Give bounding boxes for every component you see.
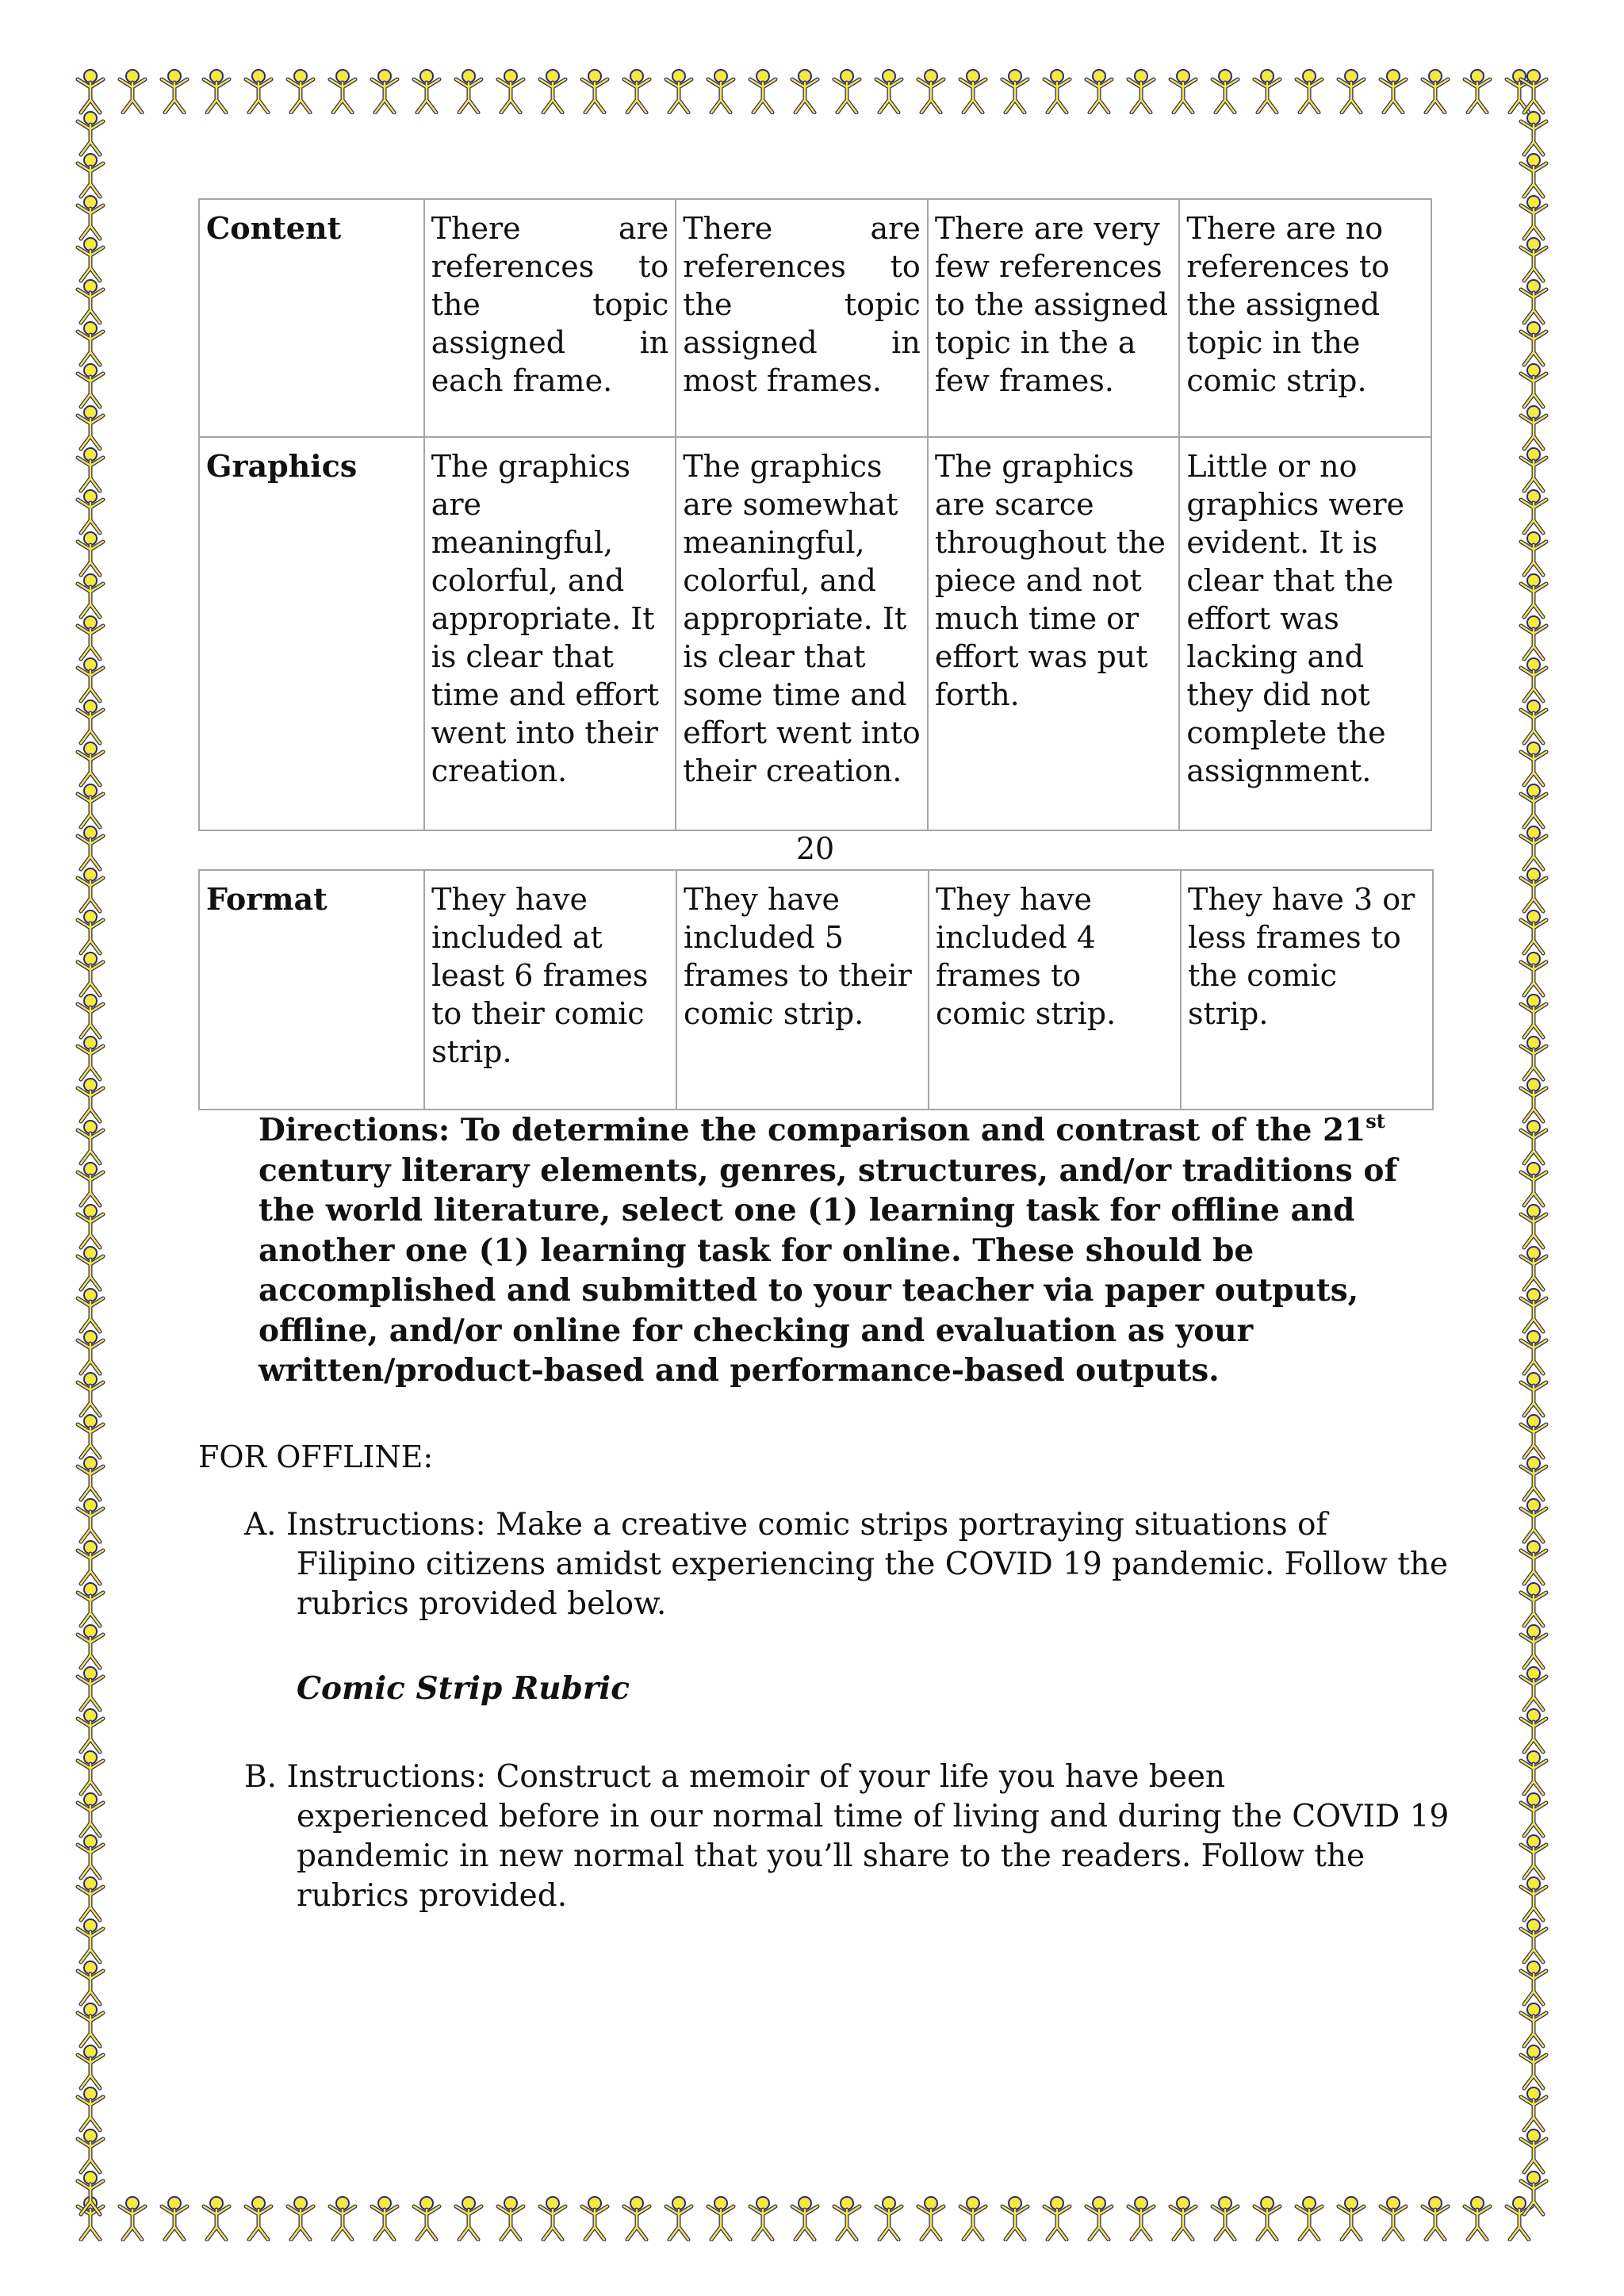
stick-figure-icon [1521, 70, 1546, 113]
instruction-a [244, 1505, 1481, 1624]
stick-figure-icon [78, 1415, 103, 1458]
stick-figure-icon [78, 448, 103, 491]
stick-figure-icon [1002, 2197, 1028, 2240]
stick-figure-icon [78, 322, 103, 365]
stick-figure-icon [1086, 70, 1112, 113]
stick-figure-icon [78, 742, 103, 785]
stick-figure-icon [78, 2003, 103, 2046]
rubric-cell: They have included 5 frames to their comic strip. [676, 870, 929, 1110]
stick-figure-icon [918, 70, 944, 113]
border-figures-top [67, 67, 1557, 114]
rubric-row-content [199, 199, 1431, 437]
stick-figure-icon [414, 70, 439, 113]
stick-figure-icon [1521, 1037, 1546, 1079]
stick-figure-icon [78, 1667, 103, 1710]
stick-figure-icon [1521, 1835, 1546, 1878]
stick-figure-icon [288, 70, 313, 113]
stick-figure-icon [1423, 70, 1448, 113]
stick-figure-icon [1521, 2087, 1546, 2130]
stick-figure-icon [78, 616, 103, 659]
rubric-cell: The graphics are scarce throughout the piece and not much time or effort was put forth. [928, 437, 1180, 830]
page-number: 20 [795, 831, 835, 866]
stick-figure-icon [414, 2197, 439, 2240]
stick-figure-icon [1086, 2197, 1112, 2240]
stick-figure-icon [750, 2197, 776, 2240]
stick-figure-icon [78, 1373, 103, 1416]
stick-figure-icon [78, 2087, 103, 2130]
stick-figure-icon [1521, 910, 1546, 953]
stick-figure-icon [78, 1121, 103, 1163]
stick-figure-icon [78, 238, 103, 281]
stick-figure-icon [78, 1205, 103, 1248]
page-border-right [1510, 67, 1557, 2241]
criterion-cell: Content [199, 199, 424, 437]
stick-figure-icon [960, 70, 986, 113]
stick-figure-icon [1521, 280, 1546, 323]
stick-figure-icon [78, 1289, 103, 1332]
stick-figure-icon [540, 2197, 565, 2240]
stick-figure-icon [1521, 1709, 1546, 1752]
offline-heading: FOR OFFLINE: [198, 1439, 434, 1474]
stick-figure-icon [1521, 490, 1546, 533]
stick-figure-icon [78, 658, 103, 701]
stick-figure-icon [78, 532, 103, 575]
stick-figure-icon [78, 1961, 103, 2004]
stick-figure-icon [78, 1457, 103, 1500]
instruction-text: Instructions: Make a creative comic strips portraying situations of [285, 1507, 1327, 1543]
rubric-title: Comic Strip Rubric [297, 1670, 630, 1707]
stick-figure-icon [666, 2197, 691, 2240]
stick-figure-icon [876, 2197, 902, 2240]
rubric-cell: They have included 4 frames to comic strip. [929, 870, 1181, 1110]
stick-figure-icon [78, 280, 103, 323]
stick-figure-icon [1339, 70, 1364, 113]
stick-figure-icon [498, 70, 523, 113]
stick-figure-icon [1521, 1289, 1546, 1332]
stick-figure-icon [1128, 2197, 1154, 2240]
stick-figure-icon [78, 1835, 103, 1878]
stick-figure-icon [330, 2197, 355, 2240]
stick-figure-icon [792, 2197, 818, 2240]
stick-figure-icon [834, 2197, 860, 2240]
stick-figure-icon [78, 2171, 103, 2214]
directions-text-start: Directions: To determine the comparison and contrast of the 21 [259, 1112, 1366, 1148]
stick-figure-icon [372, 2197, 397, 2240]
stick-figure-icon [78, 1793, 103, 1836]
stick-figure-icon [1521, 322, 1546, 365]
list-marker: B. [244, 1759, 278, 1795]
rubric-table-format [198, 869, 1434, 1110]
stick-figure-icon [1212, 2197, 1238, 2240]
stick-figure-icon [330, 70, 355, 113]
stick-figure-icon [1521, 1205, 1546, 1248]
stick-figure-icon [750, 70, 776, 113]
stick-figure-icon [1521, 1751, 1546, 1794]
stick-figure-icon [78, 70, 103, 113]
directions-text-rest: century literary elements, genres, structures, and/or traditions of the world literature, select one (1) learning task for offline and another one (1) learning task for online. These should be accomplished and submitted to your teacher via paper outputs, offline, and/or online for checking and evaluation as your written/product-based and performance-based outputs. [259, 1152, 1398, 1389]
stick-figure-icon [162, 70, 187, 113]
stick-figure-icon [1521, 2129, 1546, 2172]
stick-figure-icon [78, 700, 103, 743]
stick-figure-icon [78, 784, 103, 827]
stick-figure-icon [78, 574, 103, 617]
instruction-text-cont: experienced before in our normal time of living and during the COVID 19 pandemic in new normal that you’ll share to the readers. Follow the rubrics provided. [297, 1799, 1450, 1914]
stick-figure-icon [78, 826, 103, 869]
stick-figure-icon [624, 70, 649, 113]
stick-figure-icon [456, 2197, 481, 2240]
stick-figure-icon [1521, 154, 1546, 197]
stick-figure-icon [78, 2129, 103, 2172]
criterion-cell: Graphics [199, 437, 424, 830]
stick-figure-icon [1521, 112, 1546, 155]
stick-figure-icon [78, 2045, 103, 2088]
stick-figure-icon [792, 70, 818, 113]
rubric-cell: They have included at least 6 frames to their comic strip. [424, 870, 676, 1110]
stick-figure-icon [1521, 616, 1546, 659]
stick-figure-icon [1381, 70, 1406, 113]
stick-figure-icon [708, 2197, 733, 2240]
stick-figure-icon [78, 406, 103, 449]
stick-figure-icon [78, 1331, 103, 1374]
stick-figure-icon [78, 1541, 103, 1584]
stick-figure-icon [1521, 1961, 1546, 2004]
stick-figure-icon [1521, 1541, 1546, 1584]
stick-figure-icon [204, 70, 229, 113]
rubric-cell: There are very few references to the assigned topic in the a few frames. [928, 199, 1180, 437]
border-figures-right [1510, 67, 1557, 2241]
stick-figure-icon [1521, 1331, 1546, 1374]
stick-figure-icon [1521, 953, 1546, 995]
stick-figure-icon [1521, 742, 1546, 785]
stick-figure-icon [288, 2197, 313, 2240]
stick-figure-icon [1521, 406, 1546, 449]
stick-figure-icon [1521, 1793, 1546, 1836]
stick-figure-icon [78, 1709, 103, 1752]
border-figures-left [67, 67, 114, 2241]
stick-figure-icon [78, 1751, 103, 1794]
stick-figure-icon [666, 70, 691, 113]
stick-figure-icon [876, 70, 902, 113]
stick-figure-icon [1297, 70, 1322, 113]
directions-paragraph [259, 1110, 1416, 1391]
stick-figure-icon [1521, 196, 1546, 239]
stick-figure-icon [1521, 1163, 1546, 1205]
page-border-top [67, 67, 1557, 114]
page-border-left [67, 67, 114, 2241]
stick-figure-icon [1521, 574, 1546, 617]
stick-figure-icon [78, 995, 103, 1037]
stick-figure-icon [78, 1037, 103, 1079]
stick-figure-icon [456, 70, 481, 113]
stick-figure-icon [960, 2197, 986, 2240]
stick-figure-icon [1521, 1121, 1546, 1163]
stick-figure-icon [1521, 1457, 1546, 1500]
stick-figure-icon [1465, 2197, 1490, 2240]
stick-figure-icon [1297, 2197, 1322, 2240]
stick-figure-icon [78, 1079, 103, 1121]
stick-figure-icon [1521, 1625, 1546, 1668]
stick-figure-icon [78, 490, 103, 533]
rubric-cell: The graphics are meaningful, colorful, and appropriate. It is clear that time and effort went into their creation. [424, 437, 676, 830]
stick-figure-icon [78, 1877, 103, 1920]
stick-figure-icon [1521, 1373, 1546, 1416]
stick-figure-icon [1381, 2197, 1406, 2240]
stick-figure-icon [1044, 2197, 1070, 2240]
stick-figure-icon [1521, 448, 1546, 491]
page-border-bottom [67, 2194, 1557, 2241]
stick-figure-icon [78, 1163, 103, 1205]
stick-figure-icon [204, 2197, 229, 2240]
stick-figure-icon [78, 1247, 103, 1290]
rubric-cell: They have 3 or less frames to the comic strip. [1181, 870, 1433, 1110]
stick-figure-icon [1521, 868, 1546, 911]
stick-figure-icon [582, 70, 607, 113]
stick-figure-icon [582, 2197, 607, 2240]
stick-figure-icon [162, 2197, 187, 2240]
stick-figure-icon [1423, 2197, 1448, 2240]
rubric-row-graphics [199, 437, 1431, 830]
stick-figure-icon [624, 2197, 649, 2240]
rubric-row-format [199, 870, 1433, 1110]
stick-figure-icon [1521, 2003, 1546, 2046]
stick-figure-icon [372, 70, 397, 113]
stick-figure-icon [708, 70, 733, 113]
stick-figure-icon [78, 1625, 103, 1668]
stick-figure-icon [540, 70, 565, 113]
ordinal-superscript: st [1365, 1110, 1385, 1133]
stick-figure-icon [1521, 700, 1546, 743]
list-marker: A. [244, 1507, 277, 1543]
instruction-text: Instructions: Construct a memoir of your life you have been [286, 1759, 1226, 1795]
stick-figure-icon [1521, 995, 1546, 1037]
stick-figure-icon [1521, 1583, 1546, 1626]
stick-figure-icon [1128, 70, 1154, 113]
rubric-cell: Little or no graphics were evident. It is clear that the effort was lacking and they did not complete the assignment. [1179, 437, 1431, 830]
stick-figure-icon [78, 112, 103, 155]
stick-figure-icon [1212, 70, 1238, 113]
stick-figure-icon [1521, 532, 1546, 575]
rubric-cell: There are no references to the assigned topic in the comic strip. [1179, 199, 1431, 437]
instruction-text-cont: Filipino citizens amidst experiencing the COVID 19 pandemic. Follow the rubrics provided below. [297, 1547, 1449, 1622]
stick-figure-icon [1044, 70, 1070, 113]
stick-figure-icon [78, 1583, 103, 1626]
stick-figure-icon [1521, 2045, 1546, 2088]
stick-figure-icon [78, 364, 103, 407]
stick-figure-icon [1521, 658, 1546, 701]
rubric-cell: The graphics are somewhat meaningful, colorful, and appropriate. It is clear that some time and effort went into their creation. [676, 437, 928, 830]
stick-figure-icon [1521, 1499, 1546, 1542]
stick-figure-icon [1521, 1919, 1546, 1962]
stick-figure-icon [1521, 1877, 1546, 1920]
stick-figure-icon [1521, 1667, 1546, 1710]
stick-figure-icon [1339, 2197, 1364, 2240]
border-figures-bottom [67, 2194, 1557, 2241]
stick-figure-icon [78, 154, 103, 197]
stick-figure-icon [78, 910, 103, 953]
stick-figure-icon [246, 2197, 271, 2240]
stick-figure-icon [1521, 238, 1546, 281]
stick-figure-icon [1521, 364, 1546, 407]
stick-figure-icon [1521, 2171, 1546, 2214]
stick-figure-icon [78, 1919, 103, 1962]
rubric-cell: There are references to the topic assigned in most frames. [676, 199, 928, 437]
stick-figure-icon [1521, 784, 1546, 827]
stick-figure-icon [1521, 1415, 1546, 1458]
rubric-cell: There are references to the topic assigned in each frame. [424, 199, 676, 437]
stick-figure-icon [1521, 826, 1546, 869]
instruction-b [244, 1757, 1481, 1916]
stick-figure-icon [1170, 70, 1196, 113]
stick-figure-icon [918, 2197, 944, 2240]
stick-figure-icon [1170, 2197, 1196, 2240]
stick-figure-icon [1002, 70, 1028, 113]
stick-figure-icon [1521, 1247, 1546, 1290]
stick-figure-icon [1254, 2197, 1280, 2240]
stick-figure-icon [78, 953, 103, 995]
stick-figure-icon [78, 196, 103, 239]
stick-figure-icon [78, 1499, 103, 1542]
stick-figure-icon [834, 70, 860, 113]
criterion-cell: Format [199, 870, 424, 1110]
stick-figure-icon [120, 2197, 145, 2240]
stick-figure-icon [1254, 70, 1280, 113]
stick-figure-icon [1465, 70, 1490, 113]
rubric-table-continued [198, 198, 1432, 831]
stick-figure-icon [120, 70, 145, 113]
stick-figure-icon [498, 2197, 523, 2240]
stick-figure-icon [1521, 1079, 1546, 1121]
stick-figure-icon [78, 868, 103, 911]
stick-figure-icon [246, 70, 271, 113]
